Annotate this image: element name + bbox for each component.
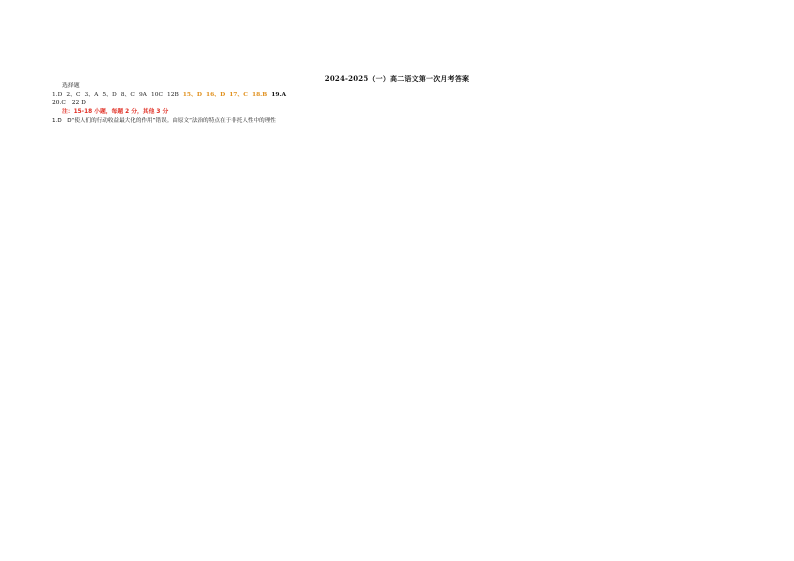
answer-item: 16、D xyxy=(206,90,226,98)
answer-item: 10C xyxy=(150,91,163,98)
section-label: 选择题 xyxy=(62,83,80,89)
text-line: 1.D D“使人们的行动收益最大化的作用”错误。由原文“法治的特点在于非托人性中的理性 xyxy=(52,117,276,124)
answer-item: 17、C xyxy=(229,90,248,98)
scoring-note: 注：15-18 小题，每题 2 分，其他 3 分 xyxy=(62,108,169,115)
answer-item: 15、D xyxy=(182,90,202,98)
answer-item: 5、D xyxy=(102,91,117,98)
answer-item: 1.D xyxy=(52,91,63,98)
answer-item: 12B xyxy=(166,91,179,98)
answer-item: 3、A xyxy=(84,91,99,98)
left-body-text xyxy=(52,117,407,125)
answer-item: 8、C xyxy=(120,91,135,98)
answer-item: 18.B xyxy=(251,90,268,98)
answer-item: 9A xyxy=(138,91,147,98)
left-column xyxy=(52,70,407,125)
answer-item: 2、C xyxy=(66,91,81,98)
answer-key-row-2: 20.C 22 D xyxy=(52,100,86,107)
page-title: 2024-2025（一）高二语文第一次月考答案 xyxy=(324,74,470,83)
answer-key-row-1 xyxy=(52,91,407,100)
answer-item: 19.A xyxy=(271,90,287,98)
